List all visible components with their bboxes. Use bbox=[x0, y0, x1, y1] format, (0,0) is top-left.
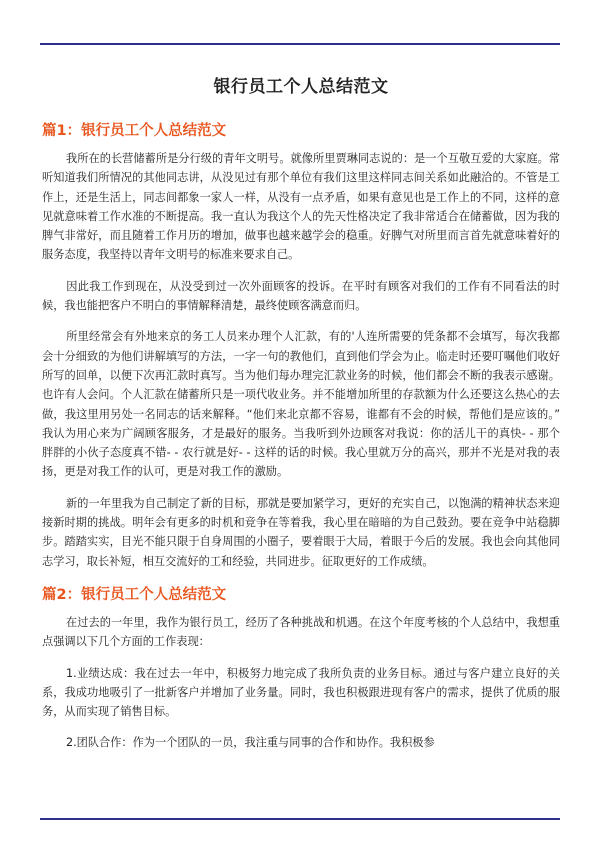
paragraph bbox=[42, 327, 560, 481]
section-heading: 篇1：银行员工个人总结范文 bbox=[42, 123, 227, 139]
paragraph-text: 在过去的一年里，我作为银行员工，经历了各种挑战和机遇。在这个年度考核的个人总结中，我想重点强调以下几个方面的工作表现： bbox=[42, 615, 560, 649]
section-1 bbox=[42, 119, 560, 571]
paragraph-text: 我所在的长营储蓄所是分行级的青年文明号。就像所里贾琳同志说的：是一个互敬互爱的大家庭。常听知道我们所情况的其他同志讲，从没见过有那个单位有我们这里这样同志间关系如此融洽的。不管是工作上，还是生活上，同志间都象一家人一样，从没有一点矛盾，如果有意见也是工作上的不同，这样的意见就意味着工作水准的不断提高。我一直认为我这个人的先天性格决定了我非常适合在储蓄做，因为我的脾气非常好，而且随着工作月历的增加，做事也越来越学会的稳重。好脾气对所里而言首先就意味着好的服务态度，我坚持以青年文明号的标准来要求自己。 bbox=[42, 152, 560, 262]
paragraph-text: 新的一年里我为自己制定了新的目标，那就是要加紧学习，更好的充实自己，以饱满的精神状态来迎接新时期的挑战。明年会有更多的时机和竞争在等着我，我心里在暗暗的为自己鼓劲。要在竞争中站稳脚步。踏踏实实，目光不能只限于自身周围的小圈子，要着眼于大局，着眼于今后的发展。我也会向其他同志学习，取长补短，相互交流好的工和经验，共同进步。征取更好的工作成绩。 bbox=[42, 496, 560, 568]
paragraph-text: 2.团队合作：作为一个团队的一员，我注重与同事的合作和协作。我积极参 bbox=[66, 736, 435, 750]
footer-rule bbox=[40, 818, 560, 820]
document-body bbox=[42, 72, 560, 765]
paragraph-text: 因此我工作到现在，从没受到过一次外面顾客的投诉。在平时有顾客对我们的工作有不同看法的时候，我也能把客户不明白的事情解释清楚，最终使顾客满意而归。 bbox=[42, 279, 560, 313]
paragraph-text: 所里经常会有外地来京的务工人员来办理个人汇款，有的'人连所需要的凭条都不会填写，每次我都会十分细致的为他们讲解填写的方法，一字一句的教他们，直到他们学会为止。临走时还要叮嘱他们收好所写的回单，以便下次再汇款时真写。当为他们每办理完汇款业务的时候，他们都会不断的我表示感谢。也许有人会问。个人汇款在储蓄所只是一项代收业务。并不能增加所里的存款额为什么还要这么热心的去做，我这里用另处一名同志的话来解释。“他们来北京都不容易，谁都有不会的时候，帮他们是应该的。” 我认为用心来为广阔顾客服务，才是最好的服务。当我听到外边顾客对我说：你的活儿干的真快- - 那个胖胖的小伙子态度真不错- - 农行就是好- - 这样的话的时候。我心里就万分的高兴，那并不光是对我的表扬，更是对我工作的认可，更是对我工作的激励。 bbox=[42, 330, 560, 479]
paragraph bbox=[42, 149, 560, 265]
paragraph bbox=[42, 733, 560, 752]
section-heading: 篇2：银行员工个人总结范文 bbox=[42, 586, 227, 603]
paragraph bbox=[42, 613, 560, 652]
paragraph-text: 1.业绩达成：我在过去一年中，积极努力地完成了我所负责的业务目标。通过与客户建立良好的关系，我成功地吸引了一批新客户并增加了业务量。同时，我也积极跟进现有客户的需求，提供了优质的服务，从而实现了销售目标。 bbox=[42, 666, 560, 719]
paragraph bbox=[42, 494, 560, 571]
document-title: 银行员工个人总结范文 bbox=[213, 77, 389, 97]
paragraph bbox=[42, 277, 560, 316]
paragraph bbox=[42, 664, 560, 722]
section-2 bbox=[42, 583, 560, 753]
header-rule bbox=[40, 43, 560, 45]
